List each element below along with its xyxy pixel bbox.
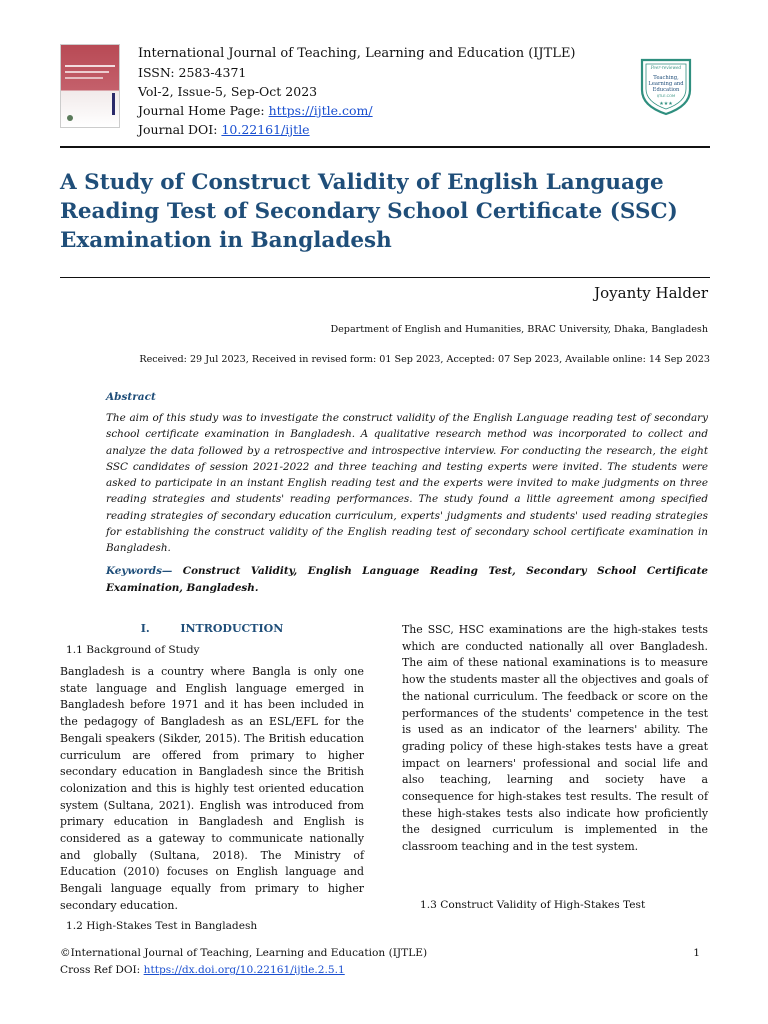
author-name: Joyanty Halder: [594, 284, 708, 302]
abstract-heading: Abstract: [106, 391, 156, 403]
issn: ISSN: 2583-4371: [138, 65, 247, 80]
title-line-1: A Study of Construct Validity of English Language: [60, 170, 664, 195]
crossref-label: Cross Ref DOI:: [60, 964, 144, 976]
crossref-link[interactable]: https://dx.doi.org/10.22161/ijtle.2.5.1: [143, 964, 345, 976]
doi-link[interactable]: 10.22161/ijtle: [221, 122, 310, 137]
section-heading-introduction: I. INTRODUCTION: [140, 622, 284, 635]
badge-line-3: Learning and: [648, 81, 684, 87]
paragraph-high-stakes: The SSC, HSC examinations are the high-stakes tests which are conducted nationally all over Bangladesh. The aim of these national examinations is to measure how the students master all the objectives and goals of the national curriculum. The feedback or score on the performances of the students' competence in the test is used as an indicator of the learners' ability. The grading policy of these high-stakes tests have a great impact on learners' professional and social life and also teaching, learning and society have a consequence for high-stakes test results. The result of these high-stakes tests also indicate how proficiently the designed curriculum is implemented in the classroom teaching and in the test system.: [402, 623, 708, 854]
badge-line-5: IJTLE.COM: [656, 94, 676, 98]
footer-crossref: [60, 964, 345, 976]
title-line-3: Examination in Bangladesh: [60, 228, 392, 253]
homepage-label: Journal Home Page:: [138, 103, 269, 118]
doi-line: [138, 120, 576, 139]
subsection-heading-1-3: 1.3 Construct Validity of High-Stakes Test: [420, 899, 646, 911]
doi-label: Journal DOI:: [138, 122, 222, 137]
title-divider: [60, 277, 710, 278]
journal-cover-thumbnail: [60, 44, 120, 128]
title-line-2: Reading Test of Secondary School Certificate (SSC): [60, 199, 678, 224]
author-affiliation: Department of English and Humanities, BRAC University, Dhaka, Bangladesh: [330, 324, 708, 335]
article-dates: Received: 29 Jul 2023, Received in revised form: 01 Sep 2023, Accepted: 07 Sep 2023, Available online: 14 Sep 2023: [139, 354, 710, 365]
header-divider: [60, 146, 710, 148]
volume-issue: Vol-2, Issue-5, Sep-Oct 2023: [138, 84, 318, 99]
keywords: [106, 563, 708, 597]
keywords-list: Construct Validity, English Language Reading Test, Secondary School Certificate Examination, Bangladesh.: [106, 565, 708, 594]
keywords-label: Keywords—: [106, 565, 173, 577]
journal-title: International Journal of Teaching, Learning and Education (IJTLE): [138, 46, 576, 61]
article-title: [60, 168, 700, 255]
subsection-heading-1-2: 1.2 High-Stakes Test in Bangladesh: [66, 920, 258, 932]
peer-reviewed-badge-icon: [636, 54, 696, 116]
journal-header: [138, 44, 576, 139]
abstract-text: The aim of this study was to investigate the construct validity of the English Language reading test of secondary school certificate examination in Bangladesh. A qualitative research method was incorporated to collect and analyze the data followed by a retrospective and introspective interview. For conducting the research, the eight SSC candidates of session 2021-2022 and three teaching and testing experts were invited. The students were asked to participate in an instant English reading test and the experts were invited to make judgments on three reading strategies and students' reading performances. The study found a little agreement among specified reading strategies of secondary education curriculum, experts' judgments and students' used reading strategies for establishing the construct validity of the English reading test of secondary school certificate examination in Bangladesh.: [106, 412, 708, 555]
subsection-heading-1-1: 1.1 Background of Study: [66, 644, 200, 656]
page-number: 1: [693, 947, 700, 959]
badge-line-1: Peer-reviewed: [650, 65, 682, 70]
homepage-link[interactable]: https://ijtle.com/: [268, 103, 373, 118]
badge-stars-icon: ★★★: [659, 101, 673, 107]
footer-copyright: ©International Journal of Teaching, Learning and Education (IJTLE): [60, 947, 428, 959]
badge-line-2: Teaching,: [653, 75, 679, 81]
homepage-line: [138, 101, 576, 120]
paragraph-background: Bangladesh is a country where Bangla is only one state language and English language emerged in Bangladesh before 1971 and it has been included in the pedagogy of Bangladesh as an ESL/EFL for the Bengali speakers (Sikder, 2015). The British education curriculum are offered from primary to higher secondary education in Bangladesh since the British colonization and this is highly test oriented education system (Sultana, 2021). English was introduced from primary education in Bangladesh and English is considered as a gateway to communicate nationally and globally (Sultana, 2018). The Ministry of Education (2010) focuses on English language and Bengali language equally from primary to higher secondary education.: [60, 665, 364, 912]
badge-line-4: Education: [652, 87, 680, 93]
